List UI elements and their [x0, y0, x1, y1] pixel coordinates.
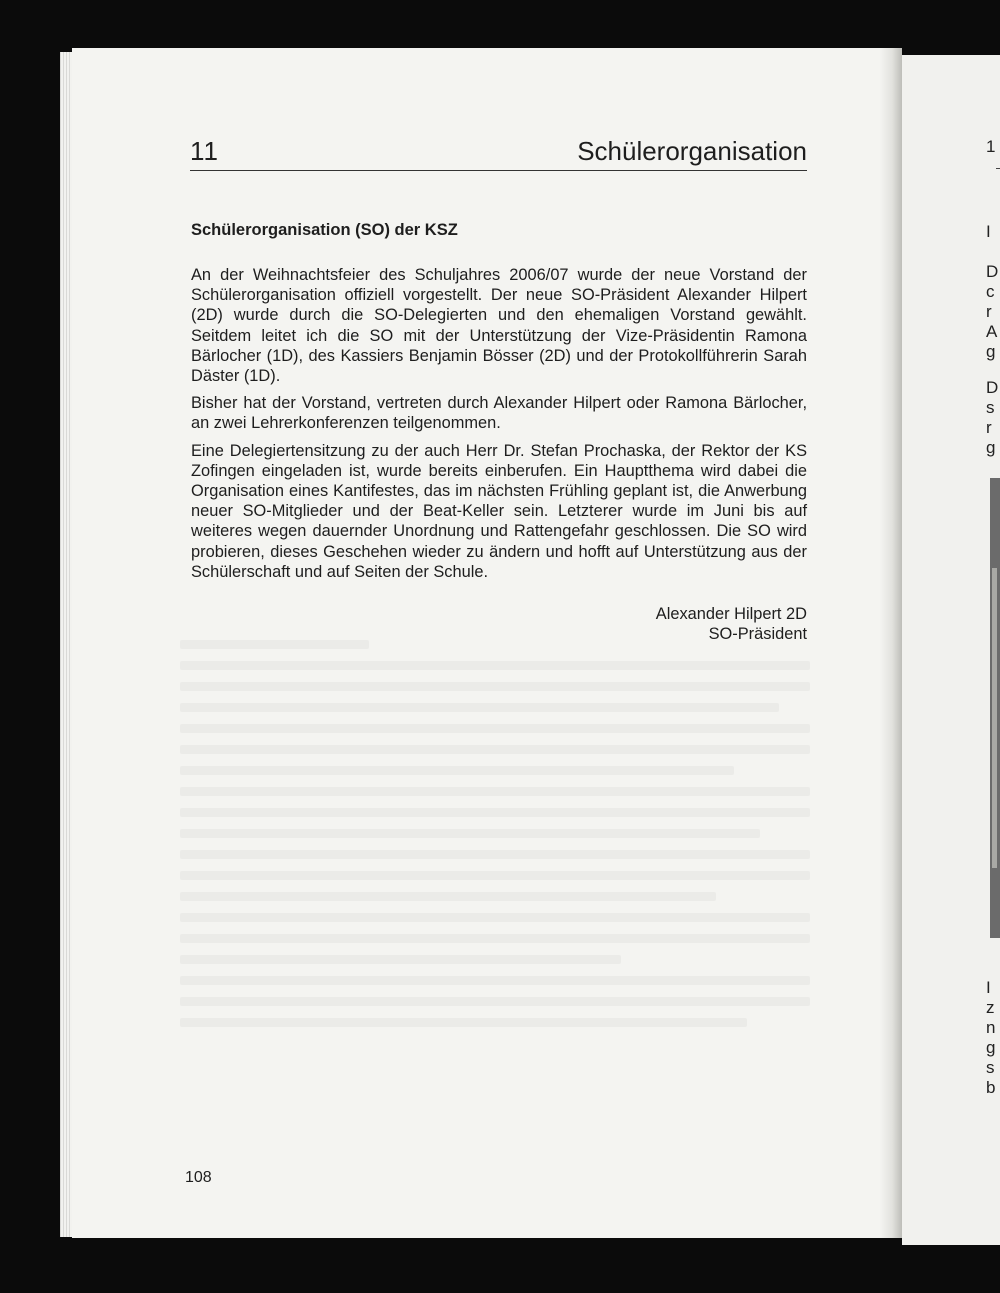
- article-heading: Schülerorganisation (SO) der KSZ: [191, 221, 458, 239]
- adjacent-letter: c: [986, 282, 995, 301]
- chapter-title: Schülerorganisation: [577, 136, 807, 166]
- adjacent-letter: g: [986, 342, 996, 361]
- page-number: 108: [185, 1169, 212, 1186]
- adjacent-letter: r: [986, 418, 992, 437]
- adjacent-letter: D: [986, 262, 999, 281]
- paragraph: An der Weihnachtsfeier des Schuljahres 2006/07 wurde der neue Vorstand der Schülerorganisation offiziell vorgestellt. Der neue SO-Präsident Alexander Hilpert (2D) wurde durch die SO-Delegierten und den ehemaligen Vorstand gewählt. Seitdem leitet ich die SO mit der Unterstützung der Vize-Präsidentin Ramona Bärlocher (1D), des Kassiers Benjamin Bösser (2D) und der Protokollführerin Sarah Däster (1D).: [191, 266, 807, 386]
- book-gutter: [880, 48, 902, 1238]
- show-through-text: [180, 640, 810, 1070]
- adjacent-letter: z: [986, 998, 995, 1017]
- adjacent-letter: s: [986, 398, 995, 417]
- adjacent-letter: n: [986, 1018, 996, 1037]
- signature-role: SO-Präsident: [708, 625, 807, 644]
- page-header: [190, 136, 807, 170]
- signature-name: Alexander Hilpert 2D: [655, 605, 807, 623]
- adjacent-letter: I: [986, 978, 991, 997]
- chapter-number: 11: [190, 136, 219, 166]
- adjacent-page-rule: [996, 168, 1000, 169]
- adjacent-page-photo: [990, 478, 1000, 938]
- header-rule: [190, 170, 807, 171]
- adjacent-letter: A: [986, 322, 998, 341]
- article-body: [191, 221, 807, 589]
- paragraph: Bisher hat der Vorstand, vertreten durch Alexander Hilpert oder Ramona Bärlocher, an zwei Lehrerkonferenzen teilgenommen.: [191, 394, 807, 433]
- adjacent-letter: I: [986, 222, 991, 241]
- adjacent-letter: D: [986, 378, 999, 397]
- adjacent-letter: s: [986, 1058, 995, 1077]
- adjacent-letter: g: [986, 438, 996, 457]
- paragraph: Eine Delegiertensitzung zu der auch Herr Dr. Stefan Prochaska, der Rektor der KS Zofingen eingeladen ist, wurde bereits einberufen. Ein Hauptthema wird dabei die Organisation eines Kantifestes, das im nächsten Frühling geplant ist, die Anwerbung neuer SO-Mitglieder und der Beat-Keller sein. Letzterer wurde im Juni bis auf weiteres wegen dauernder Unordnung und Rattengefahr geschlossen. Die SO wird probieren, dieses Geschehen wieder zu ändern und hofft auf Unterstützung aus der Schülerschaft und auf Seiten der Schule.: [191, 441, 807, 581]
- signature-block: [191, 604, 807, 644]
- adjacent-letter: b: [986, 1078, 996, 1097]
- adjacent-letter: g: [986, 1038, 996, 1057]
- adjacent-letter: r: [986, 302, 992, 321]
- adjacent-letter: 1: [986, 137, 996, 156]
